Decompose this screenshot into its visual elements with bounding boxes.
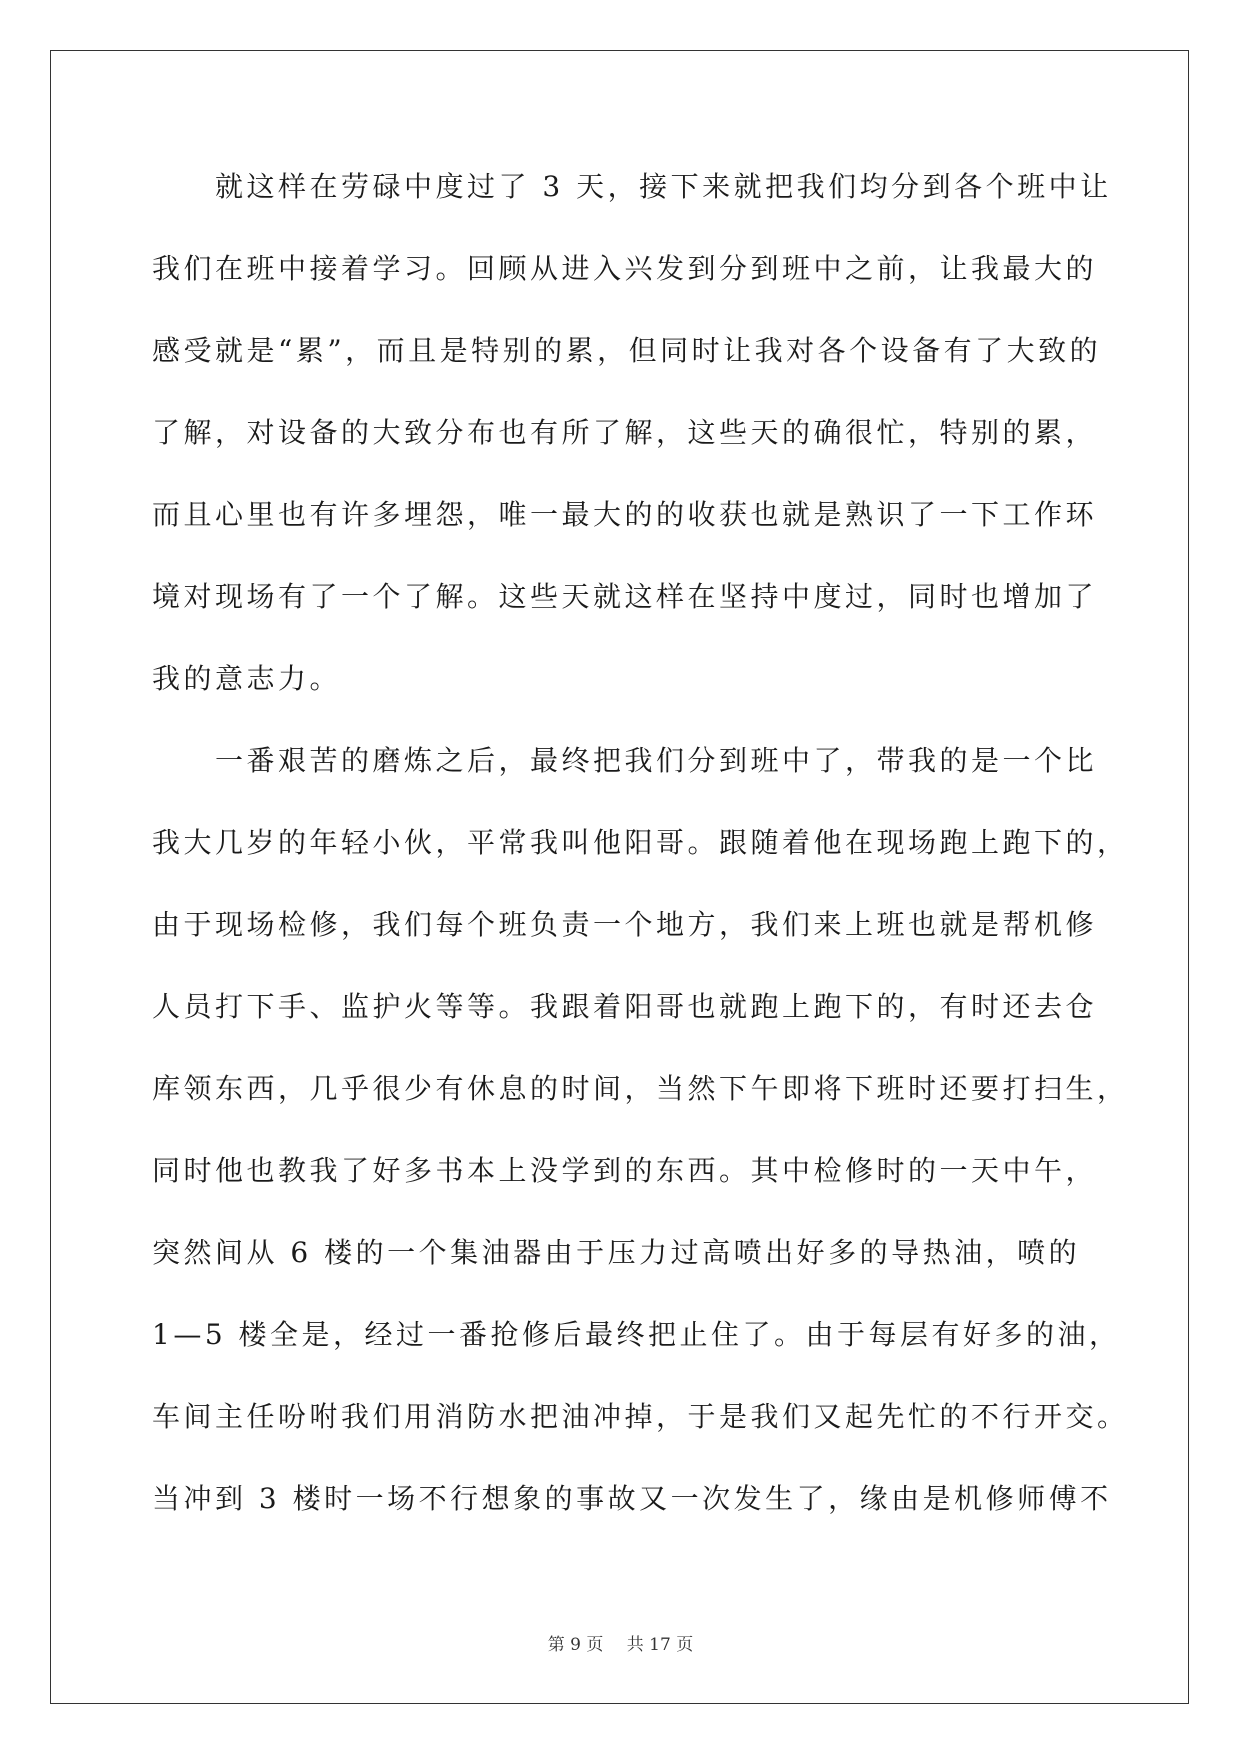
text-line: 了解，对设备的大致分布也有所了解，这些天的确很忙，特别的累，: [152, 416, 1098, 449]
text-line: 当冲到 3 楼时一场不行想象的事故又一次发生了，缘由是机修师傅不: [152, 1482, 1112, 1515]
page-total: 共 17 页: [626, 1635, 694, 1655]
page-footer: [0, 1630, 1241, 1655]
text-line: 而且心里也有许多埋怨，唯一最大的的收获也就是熟识了一下工作环: [152, 498, 1098, 531]
text-line: 库领东西，几乎很少有休息的时间，当然下午即将下班时还要打扫生，: [152, 1072, 1129, 1105]
text-line: 我们在班中接着学习。回顾从进入兴发到分到班中之前，让我最大的: [152, 252, 1098, 285]
document-body: [152, 160, 1129, 1554]
page-number: 第 9 页: [547, 1635, 604, 1655]
text-line: 我的意志力。: [152, 662, 342, 695]
text-line: 就这样在劳碌中度过了 3 天，接下来就把我们均分到各个班中让: [152, 170, 1112, 203]
text-line: 人员打下手、监护火等等。我跟着阳哥也就跑上跑下的，有时还去仓: [152, 990, 1098, 1023]
text-line: 一番艰苦的磨炼之后，最终把我们分到班中了，带我的是一个比: [152, 744, 1098, 777]
text-line: 感受就是“累”，而且是特别的累，但同时让我对各个设备有了大致的: [152, 334, 1102, 367]
text-line: 1—5 楼全是，经过一番抢修后最终把止住了。由于每层有好多的油，: [152, 1318, 1121, 1351]
text-line: 车间主任吩咐我们用消防水把油冲掉，于是我们又起先忙的不行开交。: [152, 1400, 1129, 1433]
text-line: 同时他也教我了好多书本上没学到的东西。其中检修时的一天中午，: [152, 1154, 1098, 1187]
text-line: 境对现场有了一个了解。这些天就这样在坚持中度过，同时也增加了: [152, 580, 1098, 613]
text-line: 由于现场检修，我们每个班负责一个地方，我们来上班也就是帮机修: [152, 908, 1098, 941]
text-line: 突然间从 6 楼的一个集油器由于压力过高喷出好多的导热油，喷的: [152, 1236, 1081, 1269]
text-line: 我大几岁的年轻小伙，平常我叫他阳哥。跟随着他在现场跑上跑下的，: [152, 826, 1129, 859]
